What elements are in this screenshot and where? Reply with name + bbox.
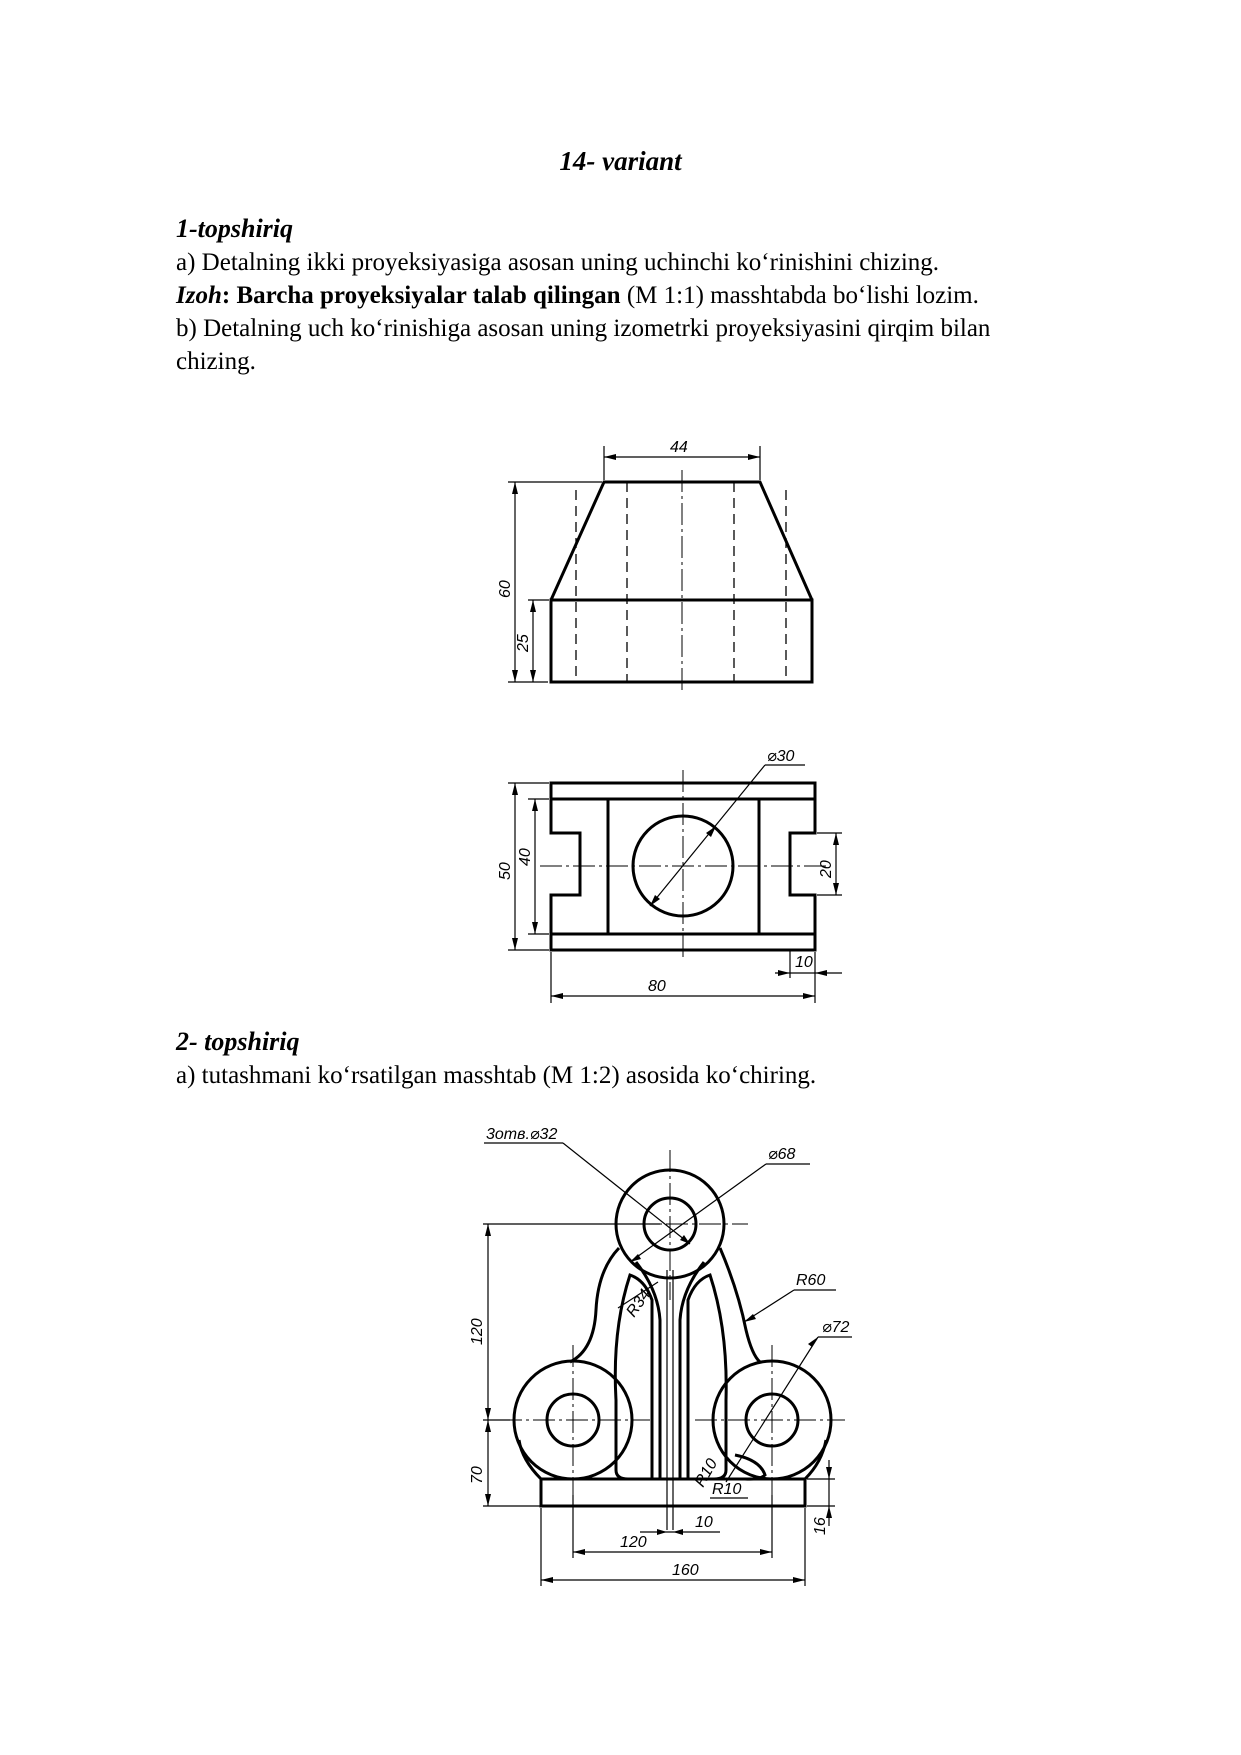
- task1-heading: 1-topshiriq: [176, 214, 294, 243]
- task2-line-a: a) tutashmani ko‘rsatilgan masshtab (M 1:2) asosida ko‘chiring.: [176, 1062, 817, 1089]
- dim-120-vert: 120: [469, 1318, 486, 1345]
- dim-rib-10: 10: [695, 1514, 713, 1531]
- task1-line-b2: chizing.: [176, 348, 256, 375]
- dim-dia72: ⌀72: [822, 1319, 850, 1336]
- dim-dia30: ⌀30: [767, 748, 795, 765]
- task2-heading: 2- topshiriq: [176, 1027, 300, 1056]
- dim-50: 50: [497, 862, 514, 880]
- note-rest: (M 1:1) masshtabda bo‘lishi lozim.: [620, 282, 979, 309]
- dim-r10-a: R10: [691, 1456, 722, 1490]
- dim-r60: R60: [796, 1272, 826, 1289]
- dim-r10-b: R10: [712, 1481, 742, 1498]
- dim-60: 60: [497, 580, 514, 598]
- variant-title: 14- variant: [559, 146, 682, 176]
- dim-40: 40: [517, 848, 534, 866]
- note-label: Izoh: [176, 282, 222, 309]
- dim-44: 44: [670, 439, 688, 456]
- note-bold: Barcha proyeksiyalar talab qilingan: [236, 282, 621, 309]
- dim-holes: 3отв.⌀32: [486, 1126, 558, 1143]
- task1-line-a: a) Detalning ikki proyeksiyasiga asosan uning uchinchi ko‘rinishini chizing.: [176, 249, 940, 276]
- dim-80: 80: [648, 978, 666, 995]
- dim-160: 160: [672, 1562, 699, 1579]
- dim-70: 70: [469, 1466, 486, 1484]
- dim-20: 20: [818, 860, 835, 878]
- dim-16: 16: [812, 1517, 829, 1535]
- dim-25: 25: [515, 634, 532, 652]
- dim-120-horz: 120: [620, 1534, 647, 1551]
- dim-dia68: ⌀68: [768, 1146, 796, 1163]
- dim-10: 10: [795, 954, 813, 971]
- note-colon: :: [221, 282, 231, 309]
- dim-r34: R34: [623, 1286, 655, 1321]
- task1-line-b1: b) Detalning uch ko‘rinishiga asosan uning izometrki proyeksiyasini qirqim bilan: [176, 315, 991, 342]
